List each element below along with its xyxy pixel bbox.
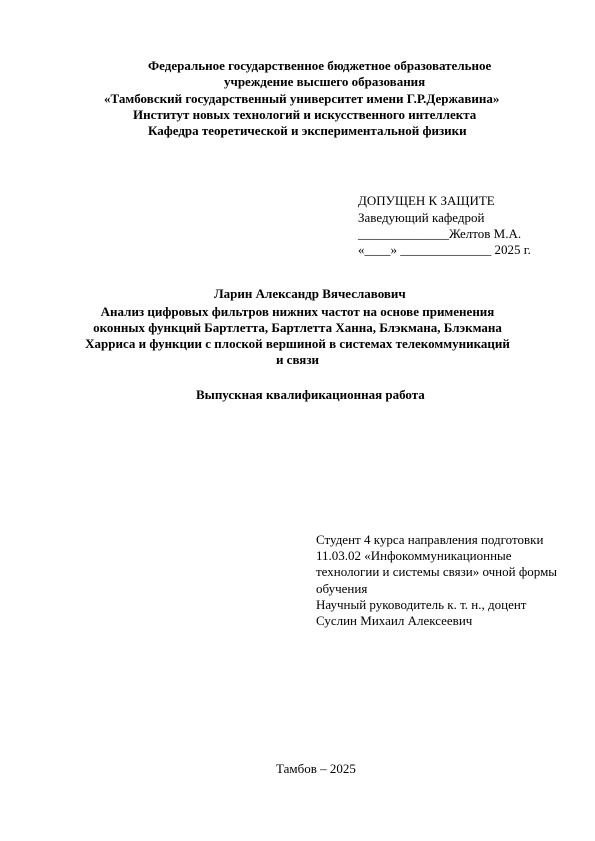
- university-name: «Тамбовский государственный университет имени Г.Р.Державина»: [104, 91, 500, 106]
- thesis-title-line-4: и связи: [275, 352, 320, 367]
- supervisor-name: Суслин Михаил Алексеевич: [316, 613, 473, 628]
- supervisor-line: Научный руководитель к. т. н., доцент: [316, 597, 527, 612]
- institute-name: Институт новых технологий и искусственного интеллекта: [133, 107, 477, 122]
- city-year: Тамбов – 2025: [276, 761, 356, 776]
- approval-position: Заведующий кафедрой: [358, 210, 485, 225]
- student-info-line-1: Студент 4 курса направления подготовки: [316, 532, 544, 547]
- approval-signature-line: ______________Желтов М.А.: [358, 226, 522, 241]
- approval-title: ДОПУЩЕН К ЗАЩИТЕ: [358, 193, 495, 208]
- thesis-title-line-2: оконных функций Бартлетта, Бартлетта Ханна, Блэкмана, Блэкмана: [93, 320, 502, 335]
- thesis-title-line-3: Харриса и функции с плоской вершиной в системах телекоммуникаций: [85, 336, 510, 351]
- work-type: Выпускная квалификационная работа: [196, 387, 425, 402]
- org-line-1: Федеральное государственное бюджетное образовательное: [148, 58, 492, 73]
- department-name: Кафедра теоретической и экспериментальной физики: [148, 123, 467, 138]
- student-info-line-2: 11.03.02 «Инфокоммуникационные: [316, 548, 512, 563]
- student-info-line-3: технологии и системы связи» очной формы: [316, 564, 558, 579]
- approval-date-line: «____» ______________ 2025 г.: [358, 242, 531, 257]
- thesis-title-line-1: Анализ цифровых фильтров нижних частот на основе применения: [100, 304, 495, 319]
- org-line-2: учреждение высшего образования: [224, 74, 426, 89]
- author-name: Ларин Александр Вячеславович: [214, 286, 406, 301]
- student-info-line-4: обучения: [316, 581, 368, 596]
